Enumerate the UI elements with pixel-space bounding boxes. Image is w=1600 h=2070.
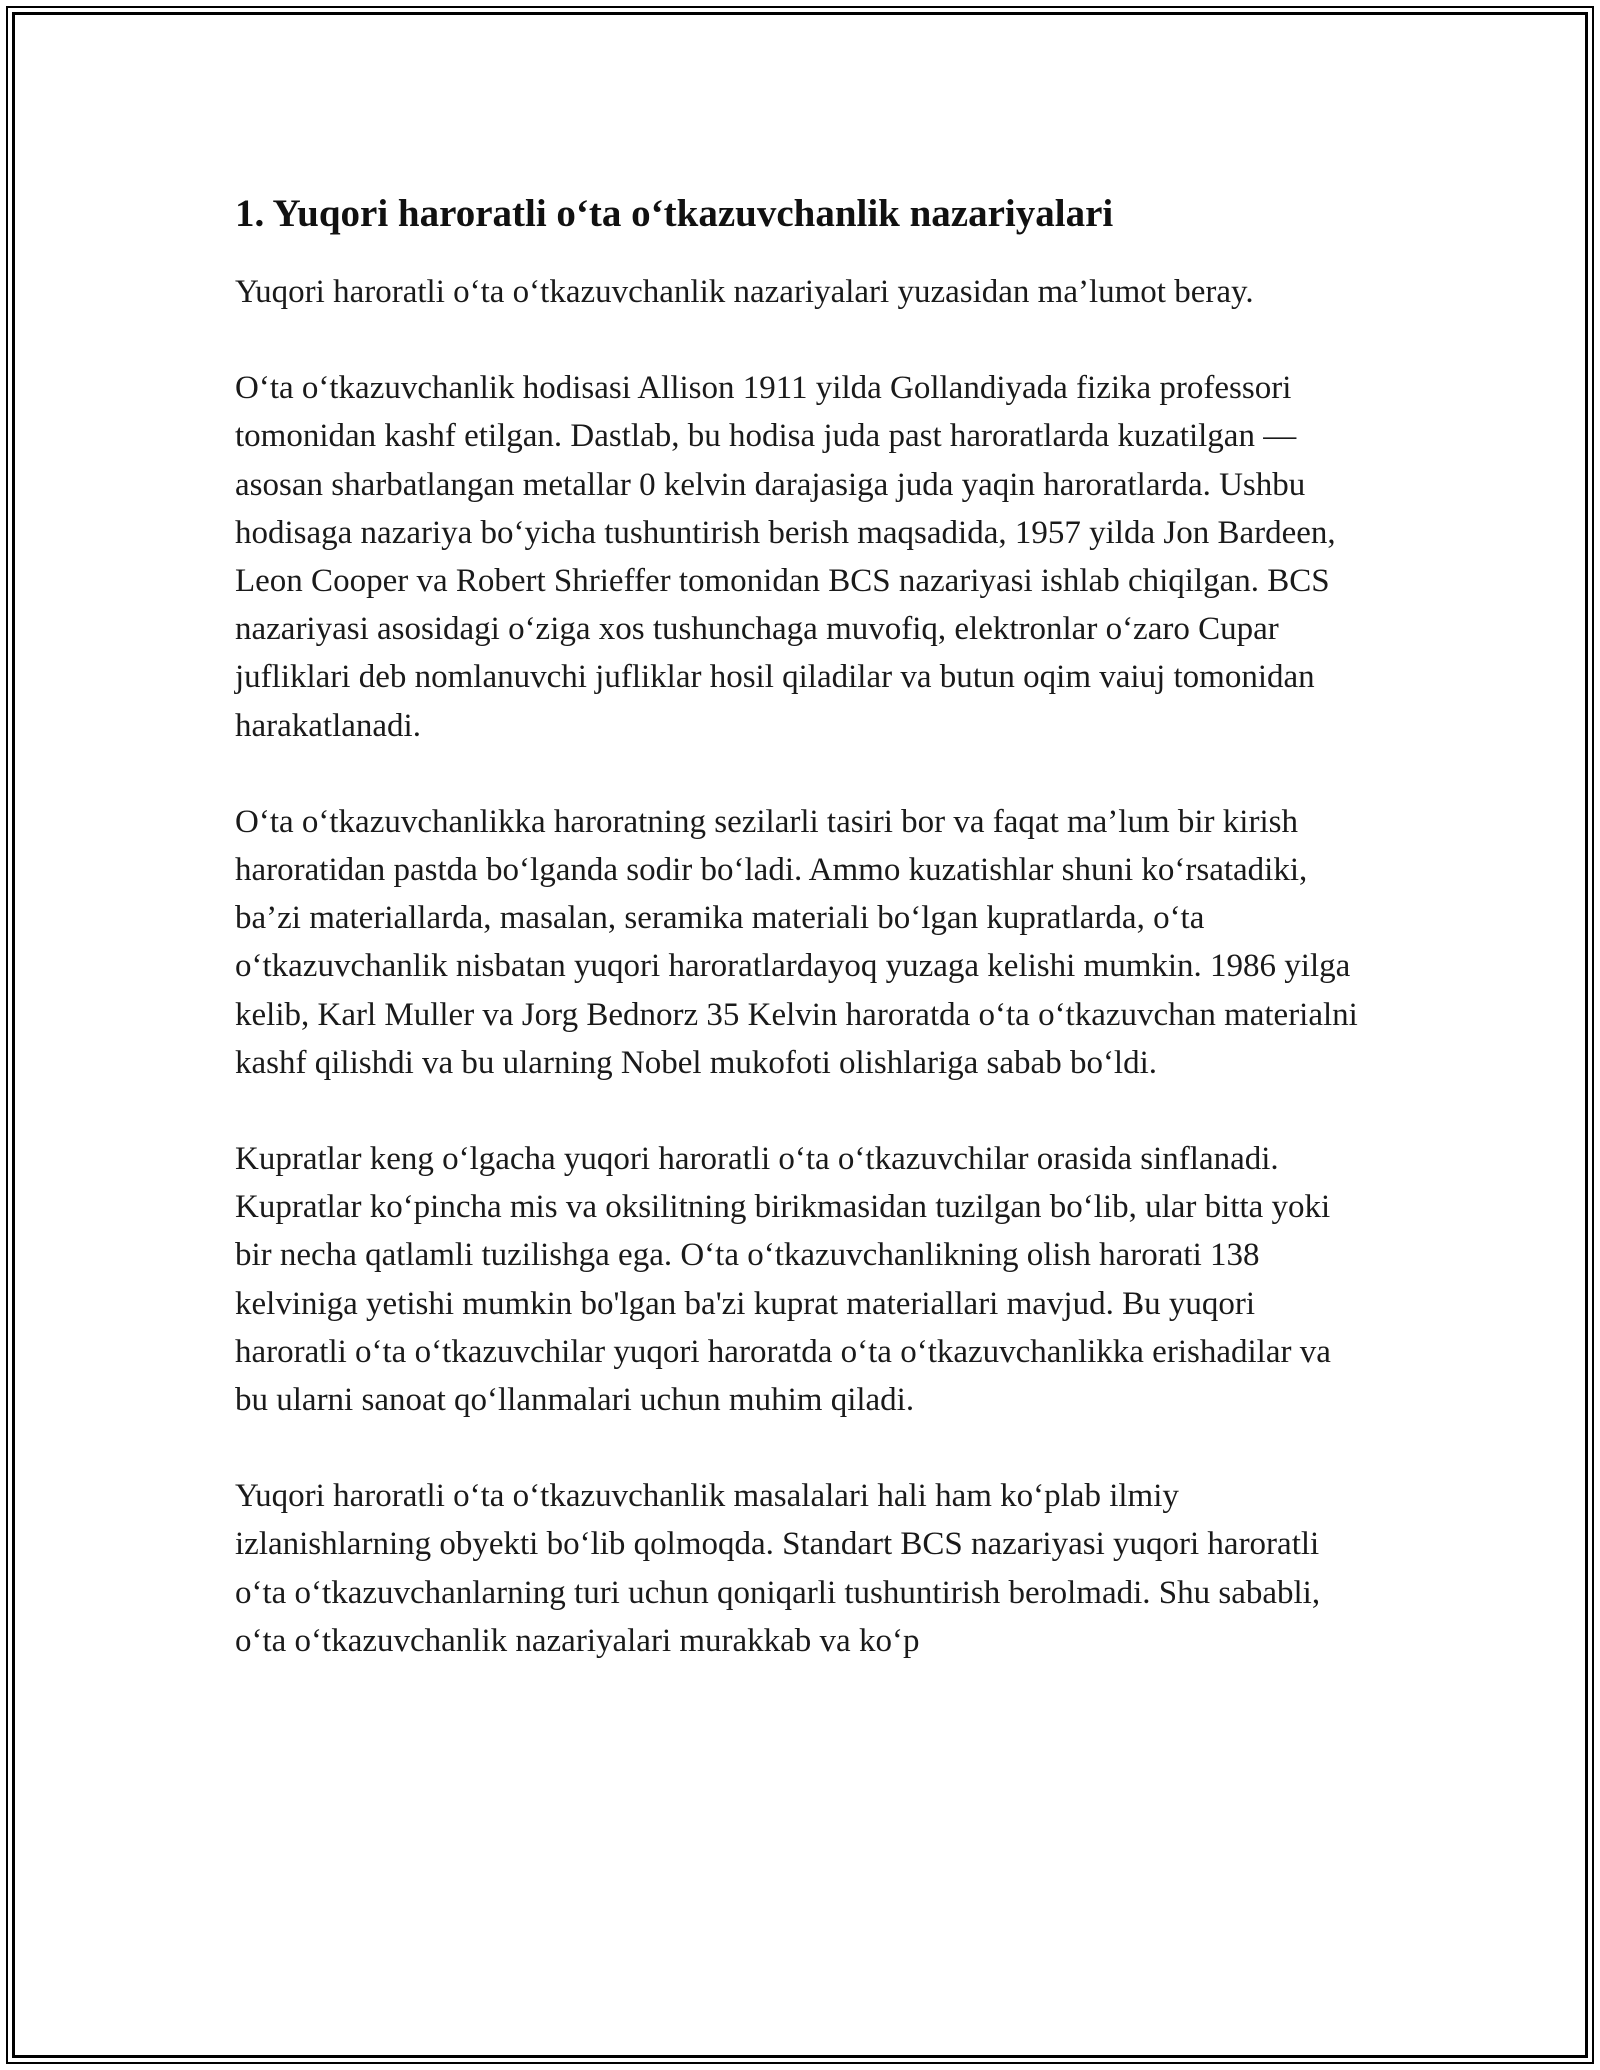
paragraph-intro: Yuqori haroratli o‘ta o‘tkazuvchanlik nazariyalari yuzasidan ma’lumot beray. (235, 274, 1254, 310)
paragraph-open-questions: Yuqori haroratli o‘ta o‘tkazuvchanlik masalalari hali ham ko‘plab ilmiy izlanishlarning obyekti bo‘lib qolmoqda. Standart BCS nazariyasi yuqori haroratli o‘ta o‘tkazuvchanlarning turi uchun qoniqarli tushuntirish berolmadi. Shu sababli, o‘ta o‘tkazuvchanlik nazariyalari murakkab va ko‘p (235, 1478, 1321, 1659)
paragraph-temperature-effect: O‘ta o‘tkazuvchanlikka haroratning sezilarli tasiri bor va faqat ma’lum bir kirish haroratidan pastda bo‘lganda sodir bo‘ladi. Ammo kuzatishlar shuni ko‘rsatadiki, ba’zi materiallarda, masalan, seramika materiali bo‘lgan kupratlarda, o‘ta o‘tkazuvchanlik nisbatan yuqori haroratlardayoq yuzaga kelishi mumkin. 1986 yilga kelib, Karl Muller va Jorg Bednorz 35 Kelvin haroratda o‘ta o‘tkazuvchan materialni kashf qilishdi va bu ularning Nobel mukofoti olishlariga sabab bo‘ldi. (235, 803, 1358, 1081)
page-title: 1. Yuqori haroratli o‘ta o‘tkazuvchanlik nazariyalari (235, 192, 1114, 235)
paragraph-cuprates: Kupratlar keng o‘lgacha yuqori haroratli o‘ta o‘tkazuvchilar orasida sinflanadi. Kupratlar ko‘pincha mis va oksilitning birikmasidan tuzilgan bo‘lib, ular bitta yoki bir necha qatlamli tuzilishga ega. O‘ta o‘tkazuvchanlikning olish harorati 138 kelviniga yetishi mumkin bo'lgan ba'zi kuprat materiallari mavjud. Bu yuqori haroratli o‘ta o‘tkazuvchilar yuqori haroratda o‘ta o‘tkazuvchanlikka erishadilar va bu ularni sanoat qo‘llanmalari uchun muhim qiladi. (235, 1141, 1331, 1419)
document-body (235, 186, 1365, 1665)
paragraph-discovery-history: O‘ta o‘tkazuvchanlik hodisasi Allison 1911 yilda Gollandiyada fizika professori tomonidan kashf etilgan. Dastlab, bu hodisa juda past haroratlarda kuzatilgan — asosan sharbatlangan metallar 0 kelvin darajasiga juda yaqin haroratlarda. Ushbu hodisaga nazariya bo‘yicha tushuntirish berish maqsadida, 1957 yilda Jon Bardeen, Leon Cooper va Robert Shrieffer tomonidan BCS nazariyasi ishlab chiqilgan. BCS nazariyasi asosidagi o‘ziga xos tushunchaga muvofiq, elektronlar o‘zaro Cupar jufliklari deb nomlanuvchi jufliklar hosil qiladilar va butun oqim vaiuj tomonidan harakatlanadi. (235, 370, 1336, 744)
